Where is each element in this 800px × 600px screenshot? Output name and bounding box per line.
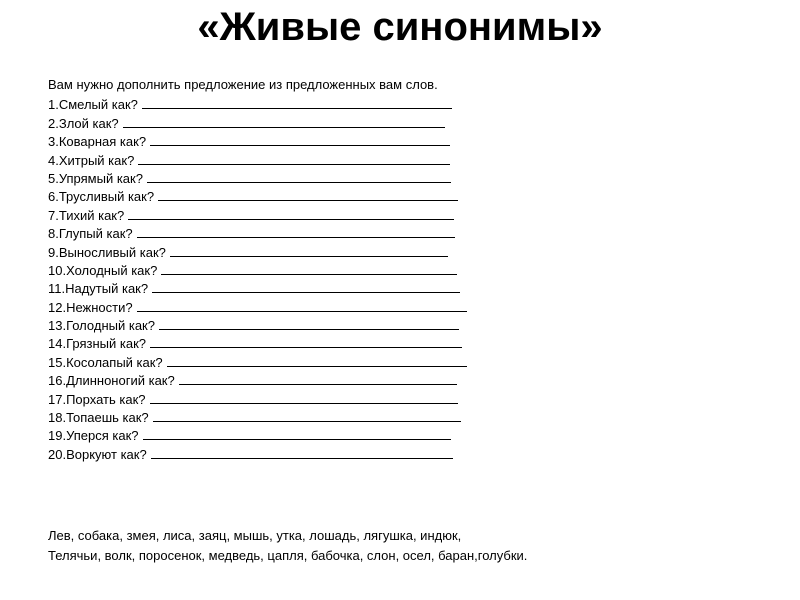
question-item <box>48 260 467 278</box>
question-label: 12.Нежности? <box>48 299 133 315</box>
question-label: 15.Косолапый как? <box>48 354 163 370</box>
question-label: 14.Грязный как? <box>48 336 146 352</box>
answer-blank[interactable] <box>147 170 451 183</box>
question-item <box>48 443 467 461</box>
answer-blank[interactable] <box>170 244 448 257</box>
question-label: 13.Голодный как? <box>48 318 155 334</box>
question-item <box>48 351 467 369</box>
instruction-text: Вам нужно дополнить предложение из предложенных вам слов. <box>48 77 438 92</box>
question-item <box>48 278 467 296</box>
question-label: 20.Воркуют как? <box>48 446 147 462</box>
answer-blank[interactable] <box>151 446 453 459</box>
answer-words-line: Телячьи, волк, поросенок, медведь, цапля, бабочка, слон, осел, баран,голубки. <box>48 548 528 563</box>
page-title: «Живые синонимы» <box>197 5 603 49</box>
answer-blank[interactable] <box>161 262 457 275</box>
question-item <box>48 94 467 112</box>
question-list <box>48 94 467 462</box>
answer-word-bank <box>48 526 527 566</box>
answer-blank[interactable] <box>150 133 450 146</box>
answer-blank[interactable] <box>128 207 454 220</box>
answer-blank[interactable] <box>152 280 460 293</box>
answer-blank[interactable] <box>167 354 467 367</box>
question-label: 8.Глупый как? <box>48 226 133 242</box>
answer-blank[interactable] <box>138 152 450 165</box>
question-label: 11.Надутый как? <box>48 281 149 297</box>
answer-blank[interactable] <box>137 299 467 312</box>
answer-blank[interactable] <box>159 317 459 330</box>
question-item <box>48 425 467 443</box>
question-item <box>48 407 467 425</box>
answer-blank[interactable] <box>143 427 451 440</box>
question-label: 16.Длинноногий как? <box>48 373 175 389</box>
question-item <box>48 131 467 149</box>
answer-words-line: Лев, собака, змея, лиса, заяц, мышь, утка, лошадь, лягушка, индюк, <box>48 528 462 543</box>
question-label: 10.Холодный как? <box>48 262 158 278</box>
question-item <box>48 168 467 186</box>
question-item <box>48 333 467 351</box>
question-label: 17.Порхать как? <box>48 391 146 407</box>
answer-blank[interactable] <box>142 96 452 109</box>
question-label: 9.Выносливый как? <box>48 244 166 260</box>
answer-blank[interactable] <box>137 225 455 238</box>
question-item <box>48 204 467 222</box>
question-label: 18.Топаешь как? <box>48 410 149 426</box>
answer-blank[interactable] <box>150 391 458 404</box>
question-item <box>48 315 467 333</box>
question-item <box>48 112 467 130</box>
question-label: 6.Трусливый как? <box>48 189 155 205</box>
question-label: 4.Хитрый как? <box>48 152 135 168</box>
question-item <box>48 296 467 314</box>
question-label: 5.Упрямый как? <box>48 170 143 186</box>
question-item <box>48 223 467 241</box>
answer-blank[interactable] <box>150 335 462 348</box>
answer-blank[interactable] <box>153 409 461 422</box>
question-item <box>48 149 467 167</box>
question-label: 1.Смелый как? <box>48 97 138 113</box>
question-item <box>48 370 467 388</box>
question-item <box>48 388 467 406</box>
answer-blank[interactable] <box>123 115 445 128</box>
question-item <box>48 241 467 259</box>
answer-blank[interactable] <box>158 188 458 201</box>
answer-blank[interactable] <box>179 372 457 385</box>
question-item <box>48 186 467 204</box>
question-label: 2.Злой как? <box>48 115 119 131</box>
question-label: 3.Коварная как? <box>48 134 147 150</box>
question-label: 19.Уперся как? <box>48 428 139 444</box>
question-label: 7.Тихий как? <box>48 207 125 223</box>
